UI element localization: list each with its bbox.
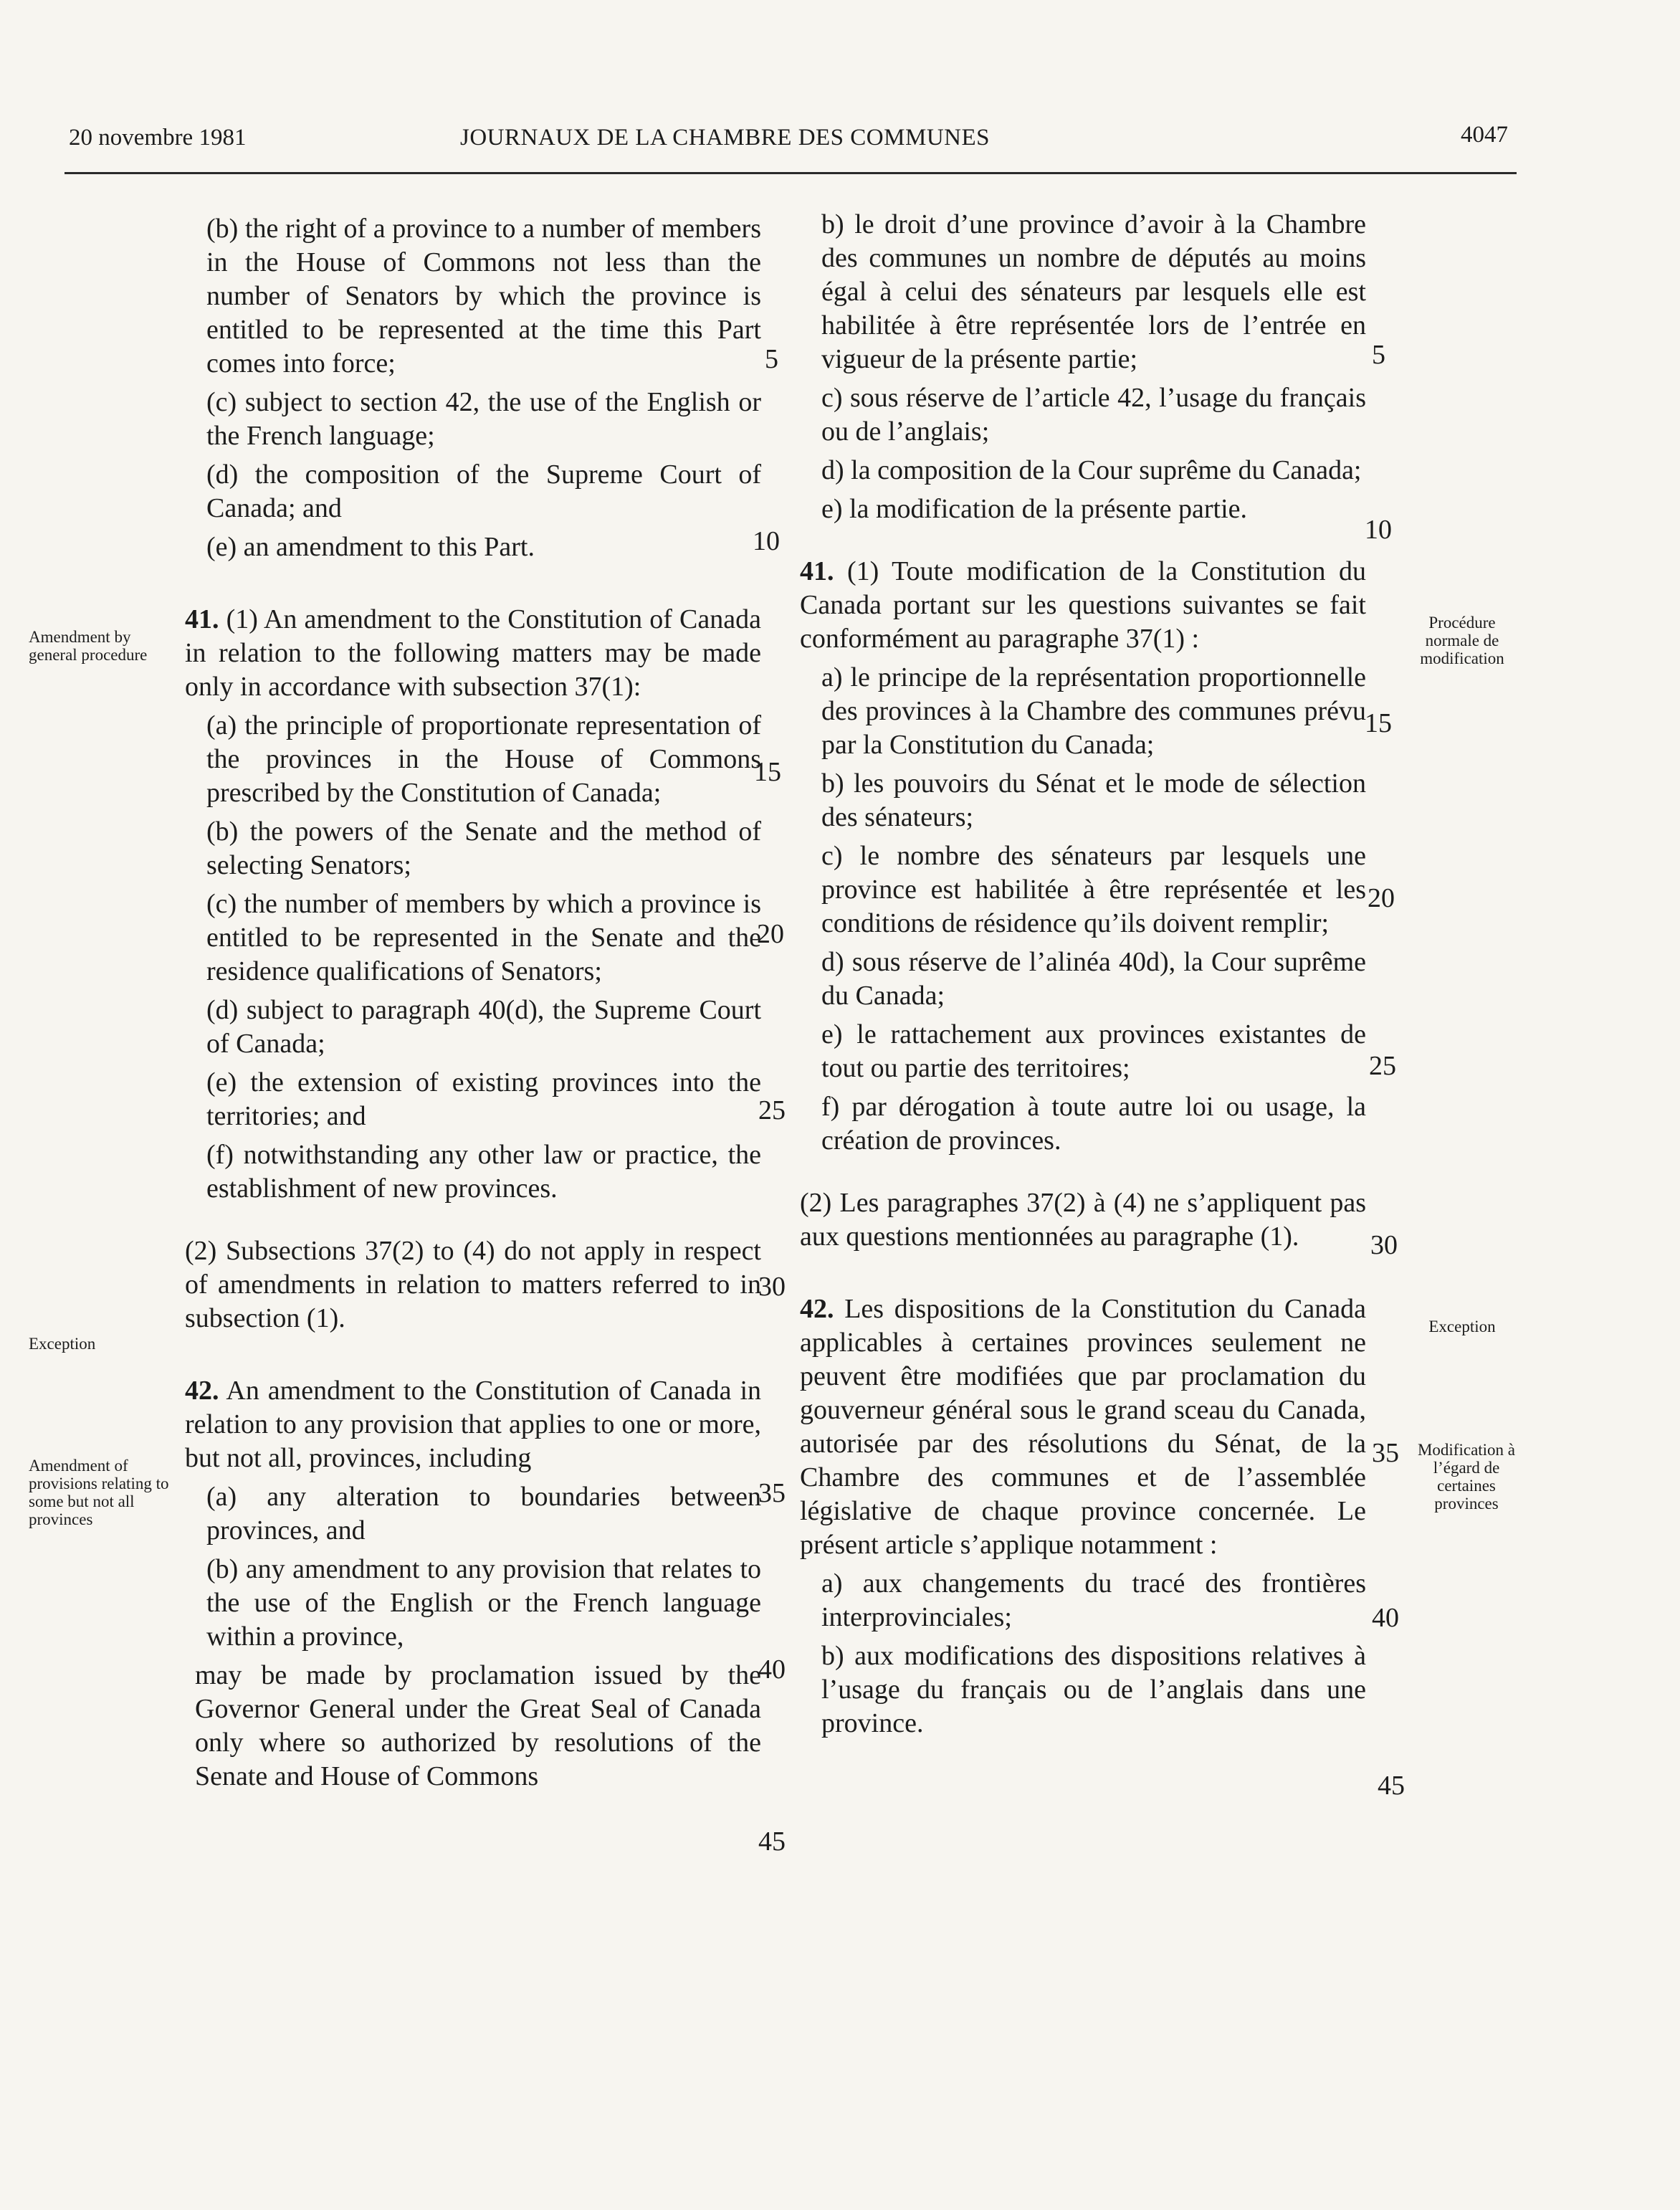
en-section-41-2: (2) Subsections 37(2) to (4) do not apply in respect of amendments in relation to matters referred to in subsection (1). <box>185 1236 761 1333</box>
line-number: 10 <box>1365 515 1392 545</box>
line-number: 15 <box>1365 708 1392 738</box>
fr-paragraph-e: e) la modification de la présente partie. <box>821 494 1248 524</box>
margin-note-procedure-normale: Procédure normale de modification <box>1420 614 1504 667</box>
fr-41-c: c) le nombre des sénateurs par lesquels une province est habilitée à être représentée et les conditions de résidence qu’ils doivent remplir; <box>821 841 1366 938</box>
header-title: JOURNAUX DE LA CHAMBRE DES COMMUNES <box>460 125 990 151</box>
fr-section-41-2: (2) Les paragraphes 37(2) à (4) ne s’appliquent pas aux questions mentionnées au paragraphe (1). <box>800 1188 1366 1252</box>
fr-41-e: e) le rattachement aux provinces existantes de tout ou partie des territoires; <box>821 1019 1366 1083</box>
en-section-41-text: (1) An amendment to the Constitution of Canada in relation to the following matters may be made only in accordance with subsection 37(1): <box>185 604 761 702</box>
en-paragraph-e: (e) an amendment to this Part. <box>206 532 535 562</box>
line-number: 30 <box>1370 1230 1398 1260</box>
line-number: 25 <box>1369 1051 1396 1081</box>
en-41-f: (f) notwithstanding any other law or practice, the establishment of new provinces. <box>206 1140 761 1204</box>
en-41-d: (d) subject to paragraph 40(d), the Supreme Court of Canada; <box>206 995 761 1059</box>
line-number: 20 <box>1368 883 1395 913</box>
line-number: 35 <box>758 1478 786 1508</box>
line-number: 35 <box>1372 1438 1399 1468</box>
fr-section-42 <box>800 1292 1366 1562</box>
line-number: 20 <box>757 919 784 949</box>
fr-section-41-text: (1) Toute modification de la Constitution du Canada portant sur les questions suivantes se fait conformément au paragraphe 37(1) : <box>800 556 1366 654</box>
fr-section-42-number: 42. <box>800 1294 834 1324</box>
margin-note-some-provinces: Amendment of provisions relating to some but not all provinces <box>29 1457 169 1528</box>
line-number: 40 <box>1372 1603 1399 1633</box>
english-column <box>185 212 761 1799</box>
en-42-b: (b) any amendment to any provision that relates to the use of the English or the French language within a province, <box>206 1554 761 1652</box>
fr-section-42-text: Les dispositions de la Constitution du Canada applicables à certaines provinces seulement ne peuvent être modifiées que par proclamation du gouverneur général sous le grand sceau du Canada, autorisée par des résolutions du Sénat, de la Chambre des communes et de l’assemblée législative de chaque province concernée. Le présent article s’applique notamment : <box>800 1294 1366 1560</box>
en-41-b: (b) the powers of the Senate and the method of selecting Senators; <box>206 816 761 880</box>
margin-note-exception-fr: Exception <box>1428 1318 1496 1335</box>
line-number: 40 <box>758 1654 786 1685</box>
en-42-tail: may be made by proclamation issued by the Governor General under the Great Seal of Canada only where so authorized by resolutions of the Senate and House of Commons <box>195 1660 761 1791</box>
header-date: 20 novembre 1981 <box>69 125 247 151</box>
en-paragraph-c: (c) subject to section 42, the use of the English or the French language; <box>206 387 761 451</box>
fr-42-a: a) aux changements du tracé des frontières interprovinciales; <box>821 1568 1366 1632</box>
en-section-42-text: An amendment to the Constitution of Canada in relation to any provision that applies to one or more, but not all, provinces, including <box>185 1376 761 1473</box>
en-section-41 <box>185 603 761 704</box>
en-42-a: (a) any alteration to boundaries between provinces, and <box>206 1482 761 1545</box>
margin-note-certaines-provinces: Modification à l’égard de certaines provinces <box>1417 1441 1516 1513</box>
line-number: 45 <box>758 1826 786 1857</box>
en-paragraph-b: (b) the right of a province to a number of members in the House of Commons not less than the number of Senators by which the province is entitled to be represented at the time this Part comes into force; <box>206 214 761 378</box>
en-41-e: (e) the extension of existing provinces into the territories; and <box>206 1067 761 1131</box>
line-number: 45 <box>1378 1771 1405 1801</box>
fr-paragraph-c: c) sous réserve de l’article 42, l’usage du français ou de l’anglais; <box>821 383 1366 447</box>
margin-note-amendment-general: Amendment by general procedure <box>29 628 148 664</box>
fr-41-f: f) par dérogation à toute autre loi ou usage, la création de provinces. <box>821 1092 1366 1156</box>
line-number: 30 <box>758 1272 786 1302</box>
fr-paragraph-b: b) le droit d’une province d’avoir à la Chambre des communes un nombre de députés au moins égal à celui des sénateurs par lesquels elle est habilitée à être représentée lors de l’entrée en vigueur de la présente partie; <box>821 209 1366 374</box>
en-section-41-number: 41. <box>185 604 219 634</box>
fr-section-41 <box>800 555 1366 656</box>
en-41-a: (a) the principle of proportionate representation of the provinces in the House of Commons prescribed by the Constitution of Canada; <box>206 710 761 808</box>
fr-41-b: b) les pouvoirs du Sénat et le mode de sélection des sénateurs; <box>821 768 1366 832</box>
line-number: 15 <box>754 757 781 787</box>
en-section-42 <box>185 1374 761 1475</box>
fr-paragraph-d: d) la composition de la Cour suprême du Canada; <box>821 455 1362 485</box>
french-column <box>800 208 1366 1745</box>
page-number: 4047 <box>1461 122 1508 148</box>
en-section-42-number: 42. <box>185 1376 219 1406</box>
fr-42-b: b) aux modifications des dispositions relatives à l’usage du français ou de l’anglais dans une province. <box>821 1641 1366 1738</box>
line-number: 10 <box>753 526 780 556</box>
line-number: 5 <box>1372 340 1385 370</box>
line-number: 25 <box>758 1095 786 1125</box>
line-number: 5 <box>765 344 778 374</box>
fr-section-41-number: 41. <box>800 556 834 586</box>
en-41-c: (c) the number of members by which a province is entitled to be represented in the Senate and the residence qualifications of Senators; <box>206 889 761 986</box>
header-rule <box>65 172 1517 174</box>
en-paragraph-d: (d) the composition of the Supreme Court of Canada; and <box>206 459 761 523</box>
fr-41-a: a) le principe de la représentation proportionnelle des provinces à la Chambre des communes prévu par la Constitution du Canada; <box>821 662 1366 760</box>
margin-note-exception: Exception <box>29 1335 96 1353</box>
fr-41-d: d) sous réserve de l’alinéa 40d), la Cour suprême du Canada; <box>821 947 1366 1011</box>
